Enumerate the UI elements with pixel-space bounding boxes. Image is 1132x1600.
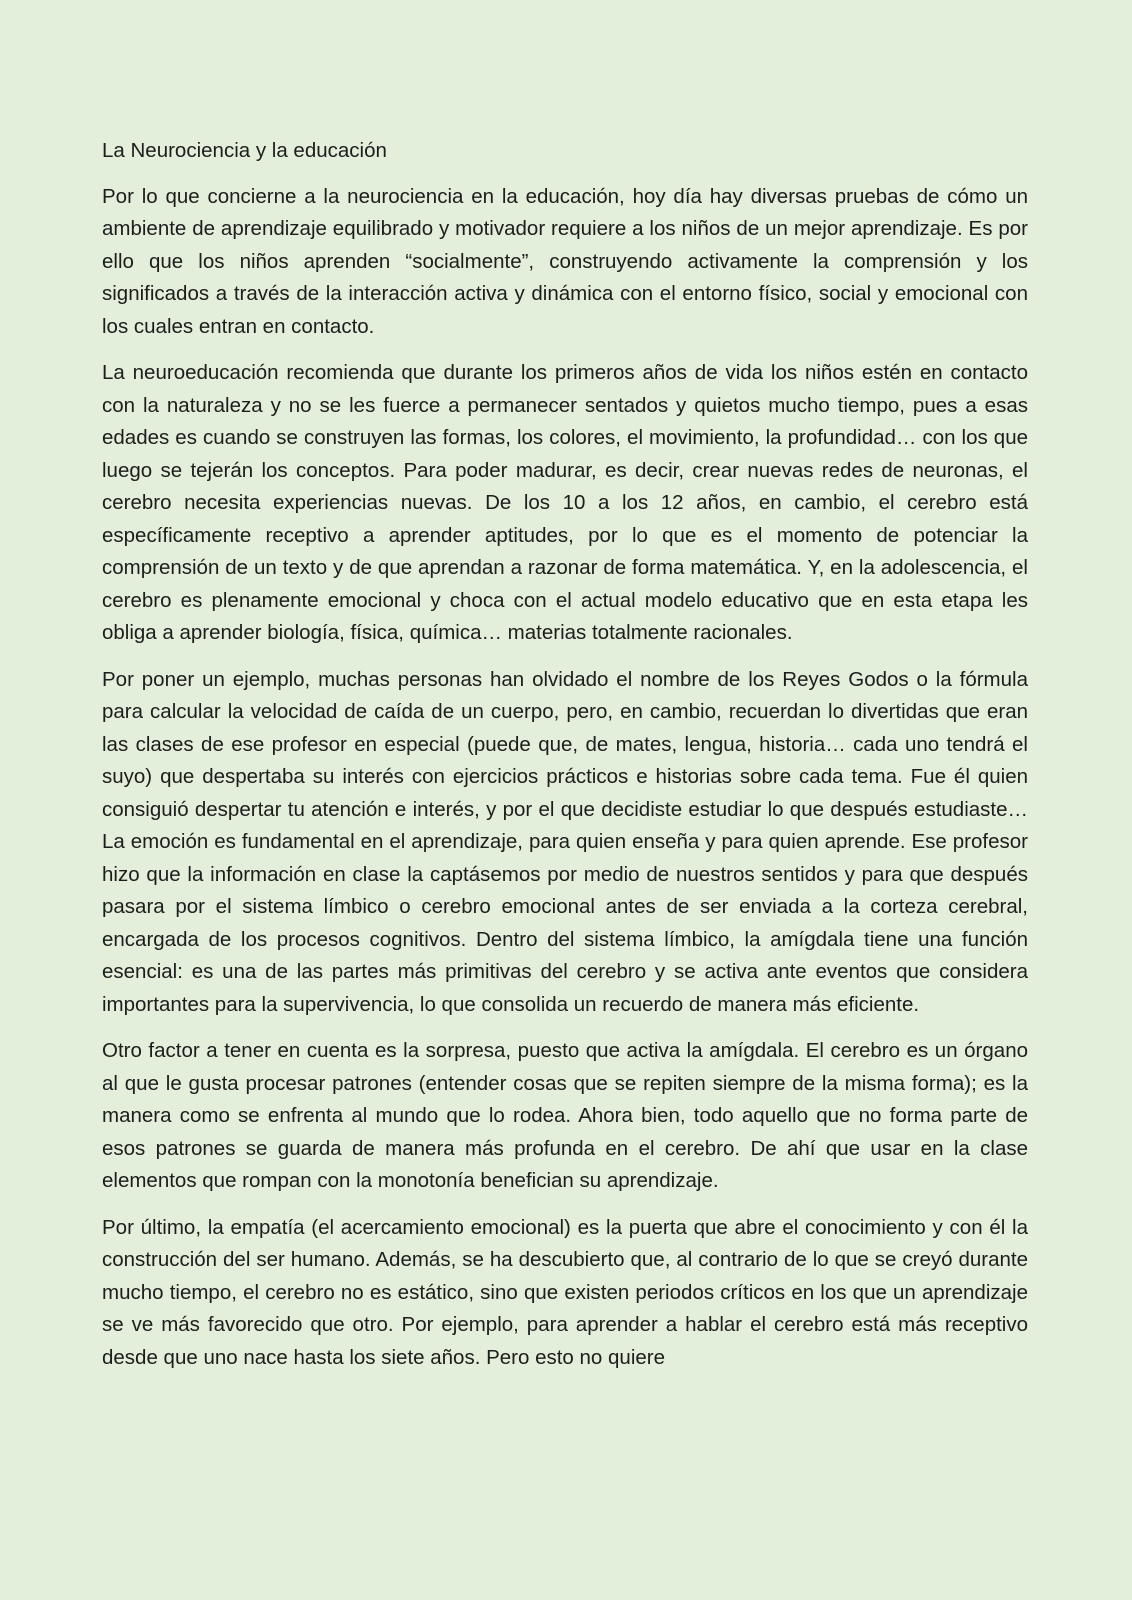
paragraph-5: Por último, la empatía (el acercamiento emocional) es la puerta que abre el conocimiento y con él la construcción del ser humano. Además, se ha descubierto que, al contrario de lo que se creyó durante mucho tiempo, el cerebro no es estático, sino que existen periodos críticos en los que un aprendizaje se ve más favorecido que otro. Por ejemplo, para aprender a hablar el cerebro está más receptivo desde que uno nace hasta los siete años. Pero esto no quiere <box>102 1215 1028 1369</box>
paragraph-4: Otro factor a tener en cuenta es la sorpresa, puesto que activa la amígdala. El cerebro es un órgano al que le gusta procesar patrones (entender cosas que se repiten siempre de la misma forma); es la manera como se enfrenta al mundo que lo rodea. Ahora bien, todo aquello que no forma parte de esos patrones se guarda de manera más profunda en el cerebro. De ahí que usar en la clase elementos que rompan con la monotonía benefician su aprendizaje. <box>102 1039 1028 1192</box>
document-title: La Neurociencia y la educación <box>102 139 387 162</box>
document-page <box>102 135 1028 1388</box>
paragraph-3: Por poner un ejemplo, muchas personas han olvidado el nombre de los Reyes Godos o la fórmula para calcular la velocidad de caída de un cuerpo, pero, en cambio, recuerdan lo divertidas que eran las clases de ese profesor en especial (puede que, de mates, lengua, historia… cada uno tendrá el suyo) que despertaba su interés con ejercicios prácticos e historias sobre cada tema. Fue él quien consiguió despertar tu atención e interés, y por el que decidiste estudiar lo que después estudiaste… La emoción es fundamental en el aprendizaje, para quien enseña y para quien aprende. Ese profesor hizo que la información en clase la captásemos por medio de nuestros sentidos y para que después pasara por el sistema límbico o cerebro emocional antes de ser enviada a la corteza cerebral, encargada de los procesos cognitivos. Dentro del sistema límbico, la amígdala tiene una función esencial: es una de las partes más primitivas del cerebro y se activa ante eventos que considera importantes para la supervivencia, lo que consolida un recuerdo de manera más eficiente. <box>102 667 1028 1016</box>
paragraph-1: Por lo que concierne a la neurociencia en la educación, hoy día hay diversas pruebas de cómo un ambiente de aprendizaje equilibrado y motivador requiere a los niños de un mejor aprendizaje. Es por ello que los niños aprenden “socialmente”, construyendo activamente la comprensión y los significados a través de la interacción activa y dinámica con el entorno físico, social y emocional con los cuales entran en contacto. <box>102 184 1028 338</box>
paragraph-2: La neuroeducación recomienda que durante los primeros años de vida los niños estén en contacto con la naturaleza y no se les fuerce a permanecer sentados y quietos mucho tiempo, pues a esas edades es cuando se construyen las formas, los colores, el movimiento, la profundidad… con los que luego se tejerán los conceptos. Para poder madurar, es decir, crear nuevas redes de neuronas, el cerebro necesita experiencias nuevas. De los 10 a los 12 años, en cambio, el cerebro está específicamente receptivo a aprender aptitudes, por lo que es el momento de potenciar la comprensión de un texto y de que aprendan a razonar de forma matemática. Y, en la adolescencia, el cerebro es plenamente emocional y choca con el actual modelo educativo que en esta etapa les obliga a aprender biología, física, química… materias totalmente racionales. <box>102 361 1028 644</box>
